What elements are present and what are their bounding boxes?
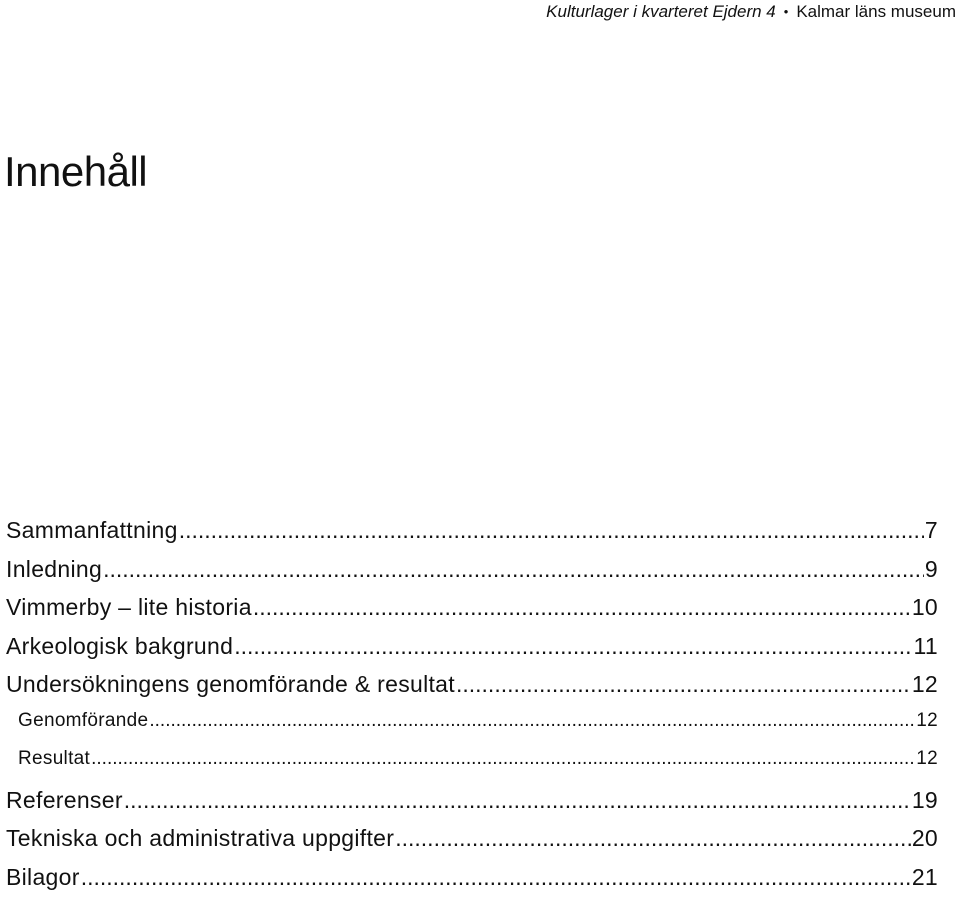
toc-entry-label: Vimmerby – lite historia — [6, 594, 252, 620]
toc-entry-undersokningens-genomforande[interactable] — [0, 671, 938, 710]
toc-page-number: 9 — [924, 555, 938, 582]
organization-name: Kalmar läns museum — [796, 2, 956, 21]
toc-entry-label: Resultat — [18, 748, 91, 769]
toc-entry-label: Bilagor — [6, 863, 80, 890]
toc-leader-dots — [253, 594, 911, 621]
toc-page-number: 11 — [913, 632, 938, 659]
toc-page-number: 10 — [911, 594, 938, 620]
toc-entry-label: Inledning — [6, 555, 103, 582]
toc-entry-vimmerby[interactable] — [0, 594, 938, 633]
table-of-contents — [0, 517, 938, 902]
toc-entry-inledning[interactable] — [0, 556, 938, 595]
toc-entry-label: Tekniska och administrativa uppgifter — [6, 825, 395, 851]
toc-leader-dots — [395, 825, 911, 852]
toc-page-number: 21 — [911, 863, 938, 890]
toc-subentry-genomforande[interactable] — [0, 710, 938, 749]
toc-leader-dots — [124, 787, 911, 814]
toc-leader-dots — [91, 748, 915, 770]
toc-page-number: 12 — [911, 671, 938, 697]
toc-entry-label: Undersökningens genomförande & resultat — [6, 671, 455, 697]
toc-page-number: 12 — [916, 709, 938, 731]
running-header — [546, 2, 956, 22]
publication-title: Kulturlager i kvarteret Ejdern 4 — [546, 2, 776, 21]
toc-page-number: 7 — [924, 517, 938, 543]
toc-subentry-resultat[interactable] — [0, 748, 938, 787]
page-title: Innehåll — [4, 148, 148, 195]
toc-entry-arkeologisk-bakgrund[interactable] — [0, 633, 938, 672]
toc-entry-label: Referenser — [6, 786, 123, 813]
toc-entry-bilagor[interactable] — [0, 864, 938, 903]
toc-page-number: 12 — [916, 748, 938, 769]
toc-leader-dots — [149, 710, 915, 732]
toc-entry-referenser[interactable] — [0, 787, 938, 826]
toc-leader-dots — [179, 517, 924, 544]
toc-leader-dots — [456, 671, 911, 698]
toc-leader-dots — [234, 633, 912, 660]
toc-entry-label: Sammanfattning — [6, 517, 178, 543]
toc-entry-label: Genomförande — [18, 709, 149, 731]
toc-entry-sammanfattning[interactable] — [0, 517, 938, 556]
header-separator: • — [783, 4, 789, 19]
toc-leader-dots — [81, 864, 911, 891]
toc-page-number: 20 — [911, 825, 938, 851]
toc-page-number: 19 — [911, 786, 938, 813]
toc-entry-tekniska-uppgifter[interactable] — [0, 825, 938, 864]
toc-leader-dots — [103, 556, 924, 583]
toc-entry-label: Arkeologisk bakgrund — [6, 632, 234, 659]
